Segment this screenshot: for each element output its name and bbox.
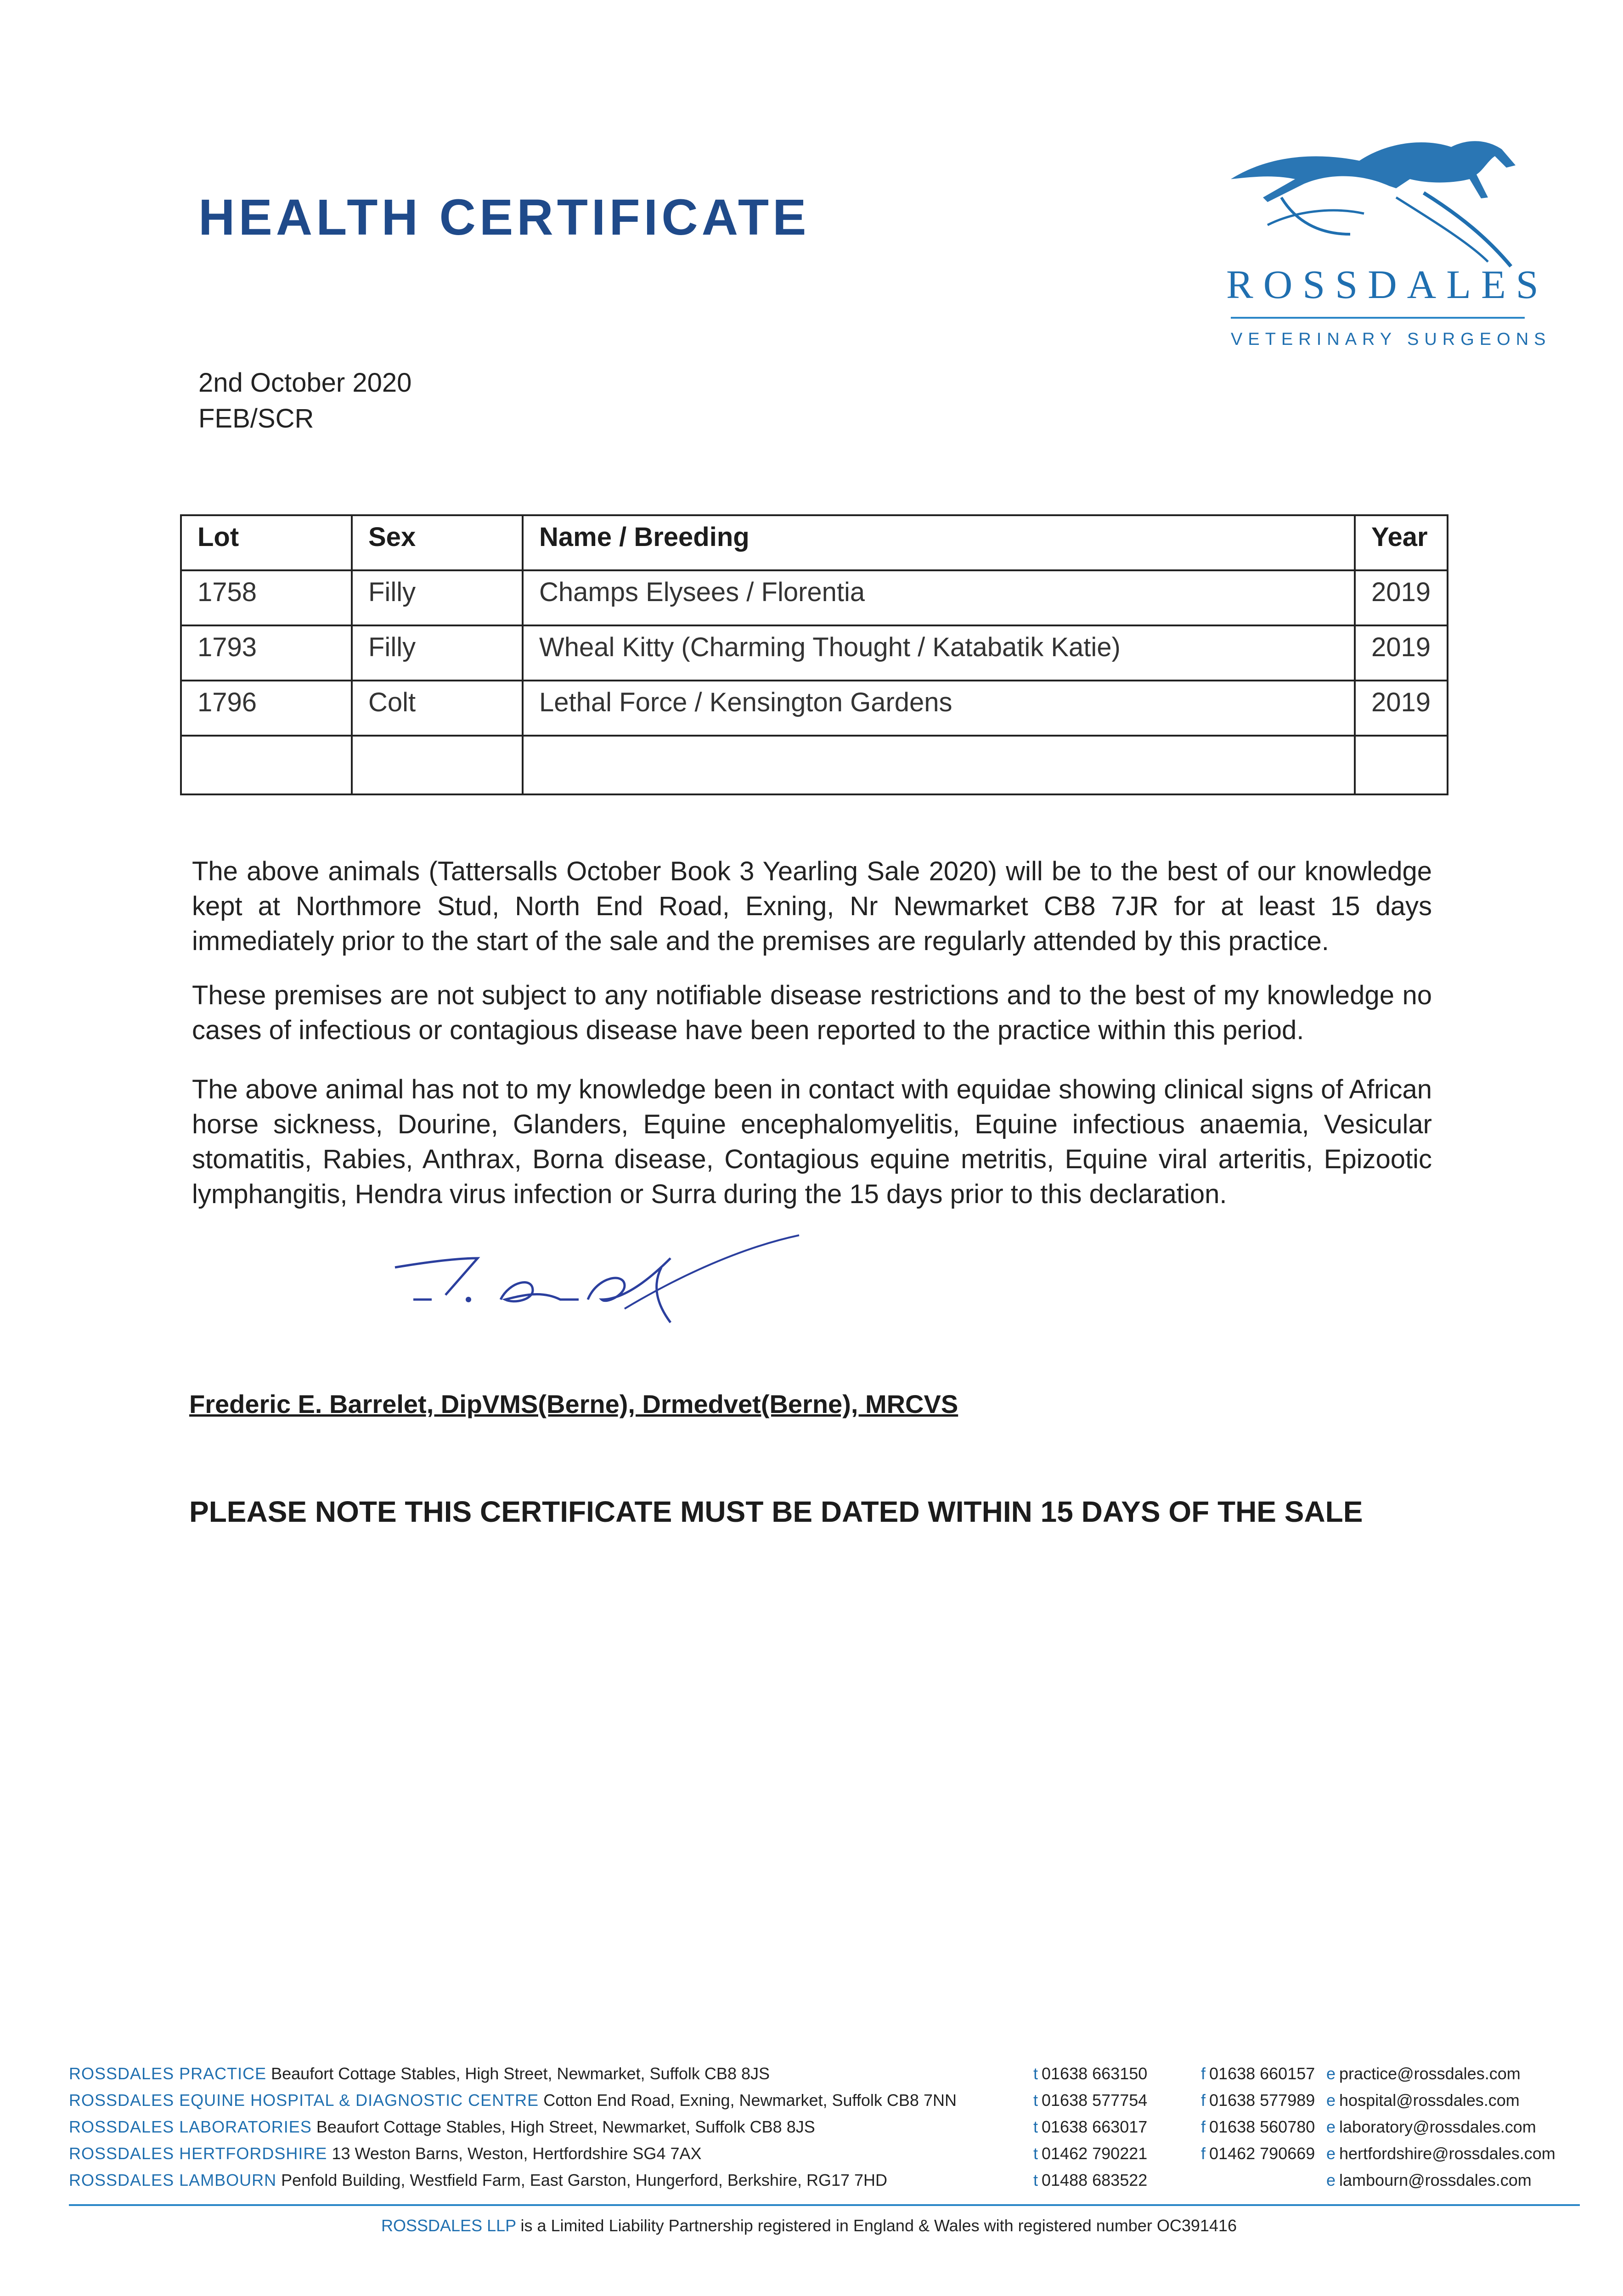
office-phone: t 01638 663150: [1033, 2064, 1148, 2083]
declaration-paragraph-3: The above animal has not to my knowledge been in contact with equidae showing clinical signs of African horse sickness, Dourine, Glanders, Equine encephalomyelitis, Equine infectious anaemia, Vesicular stomatitis, Rabies, Anthrax, Borna disease, Contagious equine metritis, Equine viral arteritis, Epizootic lymphangitis, Hendra virus infection or Surra during the 15 days prior to this declaration.: [192, 1075, 1432, 1209]
registration-notice: [381, 2216, 1237, 2235]
office-email[interactable]: e practice@rossdales.com: [1326, 2064, 1521, 2083]
important-note: PLEASE NOTE THIS CERTIFICATE MUST BE DATED WITHIN 15 DAYS OF THE SALE: [189, 1495, 1363, 1528]
issue-date: 2nd October 2020: [198, 368, 412, 398]
office-phone: t 01462 790221: [1033, 2144, 1148, 2163]
cell-lot: 1758: [181, 570, 352, 625]
office-fax: f 01638 577989: [1201, 2091, 1315, 2110]
lots-table: [180, 514, 1448, 795]
office-email[interactable]: e hospital@rossdales.com: [1326, 2091, 1520, 2110]
cell-empty: [352, 736, 523, 794]
cell-empty: [1355, 736, 1448, 794]
cell-sex: Colt: [352, 681, 523, 736]
reference-code: FEB/SCR: [198, 404, 314, 433]
signature-icon: [386, 1231, 827, 1350]
office-address: Penfold Building, Westfield Farm, East Garston, Hungerford, Berkshire, RG17 7HD: [281, 2171, 888, 2189]
footer-office-row: [69, 2064, 770, 2083]
footer-office-row: [69, 2091, 957, 2110]
declaration-paragraph-1: The above animals (Tattersalls October Book 3 Yearling Sale 2020) will be to the best of our knowledge kept at Northmore Stud, North End Road, Exning, Nr Newmarket CB8 7JR for at least 15 days immediately prior to the start of the sale and the premises are regularly attended by this practice.: [192, 856, 1432, 956]
cell-lot: 1796: [181, 681, 352, 736]
horse-logo-icon: [1212, 129, 1534, 276]
header-lot: Lot: [181, 515, 352, 570]
header-name-breeding: Name / Breeding: [523, 515, 1355, 570]
office-fax: f 01638 660157: [1201, 2064, 1315, 2083]
signer-name: Frederic E. Barrelet, DipVMS(Berne), Drmedvet(Berne), MRCVS: [189, 1390, 958, 1418]
office-address: Beaufort Cottage Stables, High Street, Newmarket, Suffolk CB8 8JS: [316, 2117, 815, 2136]
office-fax: f 01638 560780: [1201, 2117, 1315, 2136]
cell-lot: 1793: [181, 625, 352, 681]
office-email[interactable]: e hertfordshire@rossdales.com: [1326, 2144, 1555, 2163]
table-row-empty: [181, 736, 1448, 794]
office-name: ROSSDALES LABORATORIES: [69, 2117, 312, 2136]
table-header-row: [181, 515, 1448, 570]
cell-name: Lethal Force / Kensington Gardens: [523, 681, 1355, 736]
office-name: ROSSDALES EQUINE HOSPITAL & DIAGNOSTIC CENTRE: [69, 2091, 539, 2110]
table-row: [181, 681, 1448, 736]
footer-office-row: [69, 2171, 887, 2190]
cell-year: 2019: [1355, 625, 1448, 681]
footer-office-row: [69, 2117, 815, 2137]
registered-org: ROSSDALES LLP: [381, 2216, 516, 2235]
office-name: ROSSDALES LAMBOURN: [69, 2171, 277, 2189]
cell-empty: [181, 736, 352, 794]
office-address: 13 Weston Barns, Weston, Hertfordshire SG4 7AX: [332, 2144, 702, 2163]
office-name: ROSSDALES PRACTICE: [69, 2064, 267, 2083]
office-phone: t 01638 577754: [1033, 2091, 1148, 2110]
office-name: ROSSDALES HERTFORDSHIRE: [69, 2144, 327, 2163]
office-email[interactable]: e lambourn@rossdales.com: [1326, 2171, 1532, 2189]
office-phone: t 01638 663017: [1033, 2117, 1148, 2136]
cell-year: 2019: [1355, 681, 1448, 736]
footer-divider: [69, 2204, 1580, 2206]
header-sex: Sex: [352, 515, 523, 570]
header-year: Year: [1355, 515, 1448, 570]
office-email[interactable]: e laboratory@rossdales.com: [1326, 2117, 1536, 2136]
rossdales-logo: [1212, 129, 1534, 349]
cell-year: 2019: [1355, 570, 1448, 625]
cell-sex: Filly: [352, 570, 523, 625]
signature: [386, 1231, 827, 1350]
cell-sex: Filly: [352, 625, 523, 681]
declaration-paragraph-2: These premises are not subject to any notifiable disease restrictions and to the best of my knowledge no cases of infectious or contagious disease have been reported to the practice within this period.: [192, 980, 1432, 1045]
brand-divider: [1231, 317, 1525, 319]
document-title: HEALTH CERTIFICATE: [198, 189, 810, 246]
office-address: Beaufort Cottage Stables, High Street, Newmarket, Suffolk CB8 8JS: [271, 2064, 770, 2083]
brand-tagline: VETERINARY SURGEONS: [1231, 330, 1551, 349]
table-row: [181, 625, 1448, 681]
brand-name: ROSSDALES: [1226, 263, 1549, 307]
cell-name: Wheal Kitty (Charming Thought / Katabatik Katie): [523, 625, 1355, 681]
office-address: Cotton End Road, Exning, Newmarket, Suffolk CB8 7NN: [543, 2091, 957, 2110]
footer-office-row: [69, 2144, 702, 2163]
cell-empty: [523, 736, 1355, 794]
date-block: [198, 365, 411, 437]
registered-text: is a Limited Liability Partnership registered in England & Wales with registered number OC391416: [520, 2216, 1237, 2235]
table-row: [181, 570, 1448, 625]
cell-name: Champs Elysees / Florentia: [523, 570, 1355, 625]
office-phone: t 01488 683522: [1033, 2171, 1148, 2189]
office-fax: f 01462 790669: [1201, 2144, 1315, 2163]
